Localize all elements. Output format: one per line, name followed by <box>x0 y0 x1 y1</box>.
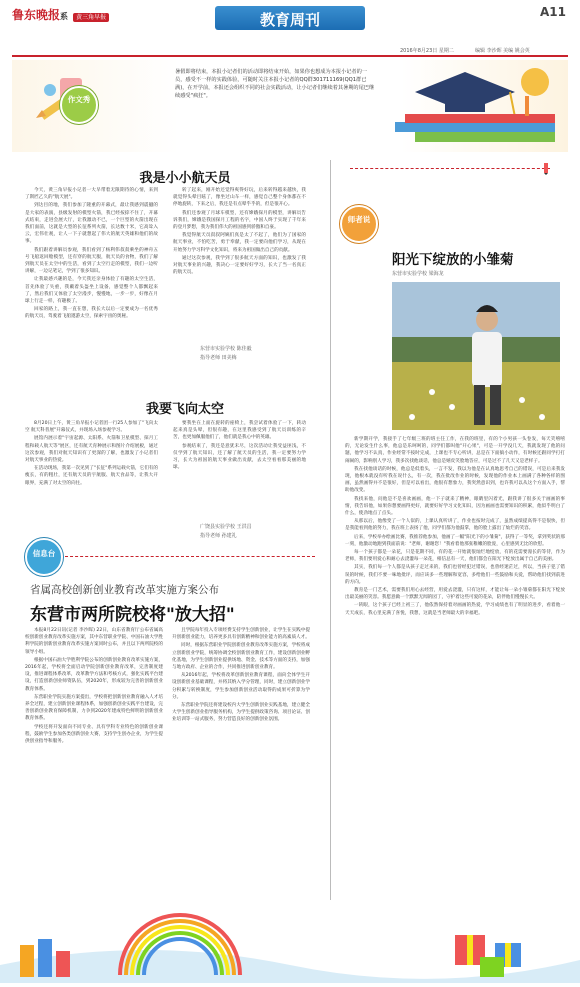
paragraph: 东营职业学院还将建设校内大学生创新创业实践基地，建立健全大学生创新创业指导服务机构，为学生提供政策咨询、项目论证、创业培训等一站式服务，努力营造良好的创新创业氛围。 <box>172 703 310 723</box>
logo-suffix: 系 <box>60 12 69 21</box>
header-rule <box>12 55 568 57</box>
pencil-icon <box>540 160 552 172</box>
paragraph: 学校还将开发面向不同专业、具有学科专业特色的创新创业课程，鼓励学生参加各类创新创业大赛，支持学生创办企业，为学生提供创业指导和服务。 <box>25 724 163 745</box>
article1-editor: 指导老师 田美梅 <box>200 355 237 361</box>
news-kicker: 省属高校创新创业教育改革实施方案公布 <box>30 584 219 596</box>
page-number: A11 <box>540 5 566 19</box>
paragraph: 转了起来，刚开始还觉得爽得好玩，后来转得越来越快，我就觉得头晕目眩了，像坐过山车一样，感觉自己整个身体都在不停地旋转，下来之后，我还是有点晕乎乎的，但是很开心。 <box>173 188 306 208</box>
teacher-byline: 东营市实验学校 梁海龙 <box>392 271 444 277</box>
teacher-body <box>345 436 565 891</box>
paragraph: 今天，黄三角早报小记者一大早带着无限期待的心情，来到了斯匠乙久的"航天展"。 <box>25 188 158 201</box>
paragraph: 我们跟着讲解员参观，我们看到了杨利伟叔叔乘坐的神舟五号飞船返回舱模型，还有穿的航天服，航天员的食物，我们了解到航天员在太空中的生活，看到了太空行走的模型，我们一边听讲解，一边记笔记，学到了很多知识。 <box>25 247 158 275</box>
paragraph: 展馆内展示着"宇宙起源、太阳系、火箭和卫星模型、探月工程和载人航天等"展区，还有航天育种展示和图片介绍展板，通过这次参观，我们对航天知识有了更深的了解，也激发了小记者们对航天事业的热爱。 <box>25 436 158 464</box>
education-illustration <box>385 62 565 152</box>
composition-label: 作文秀 <box>67 95 91 104</box>
teacher-top-rule <box>350 168 550 170</box>
teacher-title: 阳光下绽放的小雏菊 <box>392 252 514 268</box>
column-divider <box>330 160 331 900</box>
masthead-logo <box>12 4 109 23</box>
editor-line: 编辑 李沙晖 美编 姚会英 <box>475 48 530 54</box>
paragraph: 回家的路上，我一直在想，我长大以后一定要成为一名优秀的航天员，驾驶着飞船遨游太空，探索宇宙的奥秘。 <box>25 307 158 320</box>
article1-title: 我是小小航天员 <box>139 171 231 186</box>
article2-editor: 指导老师 孙建礼 <box>200 533 237 539</box>
paragraph: 参观结束了，我还是意犹未尽，这次活动让我受益匪浅，不仅学到了航天知识，还了解了航天员的生活，我一定要努力学习，长大为祖国的航天事业做出贡献，去太空看看那美丽的地球。 <box>173 443 306 471</box>
paragraph: 根据中国石油大学胜利学院公布的创新创业教育改革实施方案，2016年起，学校将全面启动学院创新创业教育改革，完善制度建设，推进课程体系改革，改革教学方法和考核方式，强化实践平台建设，打造创新创业师资队伍，到2020年，形成较为完善的创新创业教育体系。 <box>25 657 163 692</box>
paragraph: 到达目的地，我们参加了隆重的开幕式，最让我感到震撼的是大家的表演，县级发射的模型火箭，我已经按捺不住了，开幕式结束，走进会展大厅，让我激动不已，一个巨型的火箭出现在我们面前，这就是大型的长征系列火箭，长达数十米，它高耸入云，宏伟壮观，让人一下子就想起了伟大的航天英雄和他们的故事。 <box>25 203 158 245</box>
paragraph: 要我坐在上面在旋转的座椅上，我尝试着体验了一下，转动起来真是头晕，但很有趣，在这里我感受到了航天员训练的辛苦，也更加佩服他们了，他们就是我心中的英雄。 <box>173 421 306 441</box>
article2-col2 <box>173 420 306 520</box>
paragraph: 我找来他，问他是不是喜欢画画，他一下子就来了精神，眼睛里闪着光，跟我讲了很多关于画画的事情，我告诉他，如果你想要画得更好，就要好好学习文化知识，因为画画也需要知识的积累，他似乎明白了什么，使劲地点了点头。 <box>345 496 565 517</box>
teacher-photo <box>392 282 560 430</box>
paragraph: 东营职业学院实施方案提出，学校将把创新创业教育融入人才培养全过程，建立创新创业课程体系，加强创新创业实践平台建设，完善创新创业教育保障机制，力争到2020年建成特色鲜明的创新创业教育体系。 <box>25 694 163 722</box>
paragraph: 8月20日上午，黄三角早报小记者团一行25人参加了"飞向太空 航天科普展"开幕仪式，并现场入场参观学习。 <box>25 421 158 434</box>
paragraph: 我觉得航天员叔叔阿姨们真是太了不起了，他们为了国家的航天事业，不怕吃苦，勇于奉献，我一定要向他们学习，从现在开始努力学习科学文化知识，将来为祖国做出自己的贡献。 <box>173 233 306 253</box>
paragraph: 新学期开学，我接手了七年级三班的班主任工作，在我的班里，有的个小男孩一头卷发，每天笑嘻嘻的，无论发生什么事，他总是乐呵呵的，同学们都叫他"开心果"，可是一开学没几天，我就发现了他的问题，他学习不认真，作业经常不按时完成，上课也不专心听讲，总是在下面搞小动作，有时候还跟同学打打闹闹的，影响别人学习，我多次找他谈话，他总是嬉皮笑脸地答应，可是过不了几天又是老样子。 <box>345 437 565 464</box>
teacher-label: 师者说 <box>347 215 371 224</box>
paragraph: 每一个孩子都是一朵花，只是花期不同，有的花一开始就很灿烂地绽放，有的花需要漫长的等待，作为老师，我们要用爱心和耐心去浇灌每一朵花，相信总有一天，他们都会在阳光下绽放出属于自己的美丽。 <box>345 550 565 563</box>
info-label: 信息台 <box>32 549 56 558</box>
intro-text: 暑假即将结束，本报小记者们的活动即将结束开始，如果你也想成为本报小记者的一员，感受不一样的实践体验，可随时关注本报小记者的QQ群301711169(QQ1群已满)，在开学前，本报还会组织不同的社会实践活动，让小记者们继续着其暑期的尾巴继续感受"疯狂"。 <box>175 69 375 99</box>
paragraph: 我在找他谈话的时候，他总是低着头，一言不发，我以为他是在认真地思考自己的错误，可是后来我发现，他根本就没有听我在说什么，有一次，我在批改作业的时候，发现他的作业本上画满了各种各样的图画，虽然画得并不是很好，但是可以看出，他很有想象力，我突然意识到，也许我可以从这个方面入手，帮助他改变。 <box>345 466 565 494</box>
paragraph: 同时，根据东营职业学院创新创业教育改革实施方案，学校将成立创新创业学院，统筹协调全校创新创业教育工作，建设创新创业孵化基地，为学生创新创业提供场地、资金、技术等方面的支持，加强与地方政府、企业的合作，共同推进创新创业教育。 <box>172 643 310 671</box>
paragraph: 一转眼，这个孩子已经上初三了，他依然保持着对画画的热爱，学习成绩也有了明显的进步，看着他一天天成长，我心里充满了喜悦，我想，这就是当老师最大的幸福吧。 <box>345 603 565 616</box>
newspaper-logo: 鲁东晚报 <box>12 8 61 22</box>
article1-col2 <box>173 187 306 337</box>
paragraph: 从那以后，他像变了一个人似的，上课认真听讲了，作业也按时完成了，虽然成绩提高得不是很快，但是我能看到他的努力，我在班上表扬了他，同学们都为他鼓掌，他的脸上露出了灿烂的笑容。 <box>345 519 565 532</box>
news-col1 <box>25 627 163 887</box>
news-col2 <box>172 627 310 887</box>
info-divider <box>65 556 315 557</box>
article1-byline: 东营市实验学校 陈佳毅 <box>200 346 252 352</box>
date-line: 2016年8月23日 星期二 <box>400 48 454 54</box>
article2-title: 我要飞向太空 <box>145 402 224 417</box>
paragraph: 让我最感兴趣的是，今天我还亲身体验了有趣的太空生活，首先体验了失重，我戴着头盔坐上设备，感觉整个人都飘起来了，然后我们又体验了太空漫步，慢慢地，一步一步，好像在月球上行走一样，有趣极了。 <box>25 277 158 305</box>
edition-badge: 黄三角早报 <box>73 13 109 22</box>
paragraph: 在活动现场，我第一次见到了"长征"系列运载火箭，它们有的瘦长，有的粗壮，还有航天员的宇航服、航天食品等，让我大开眼界，充满了对太空的向往。 <box>25 466 158 486</box>
paragraph: 后来，学校举办绘画比赛，我推荐他参加，他画了一幅"阳光下的小雏菊"，获得了一等奖，拿到奖状的那一刻，他激动地跑到我面前说："老师，谢谢您！"我看着他那张稚嫩的脸庞，心里感到无比的欣慰。 <box>345 534 565 547</box>
article2-col1 <box>25 420 158 550</box>
article1-col1 <box>25 187 158 373</box>
article2-byline: 广饶县实验学校 王洪昌 <box>200 524 252 530</box>
composition-badge <box>60 86 98 124</box>
paragraph: 其实，我们每一个人都是从孩子走过来的，我们也曾经犯过错误，也曾经迷茫过，所以，当孩子犯了错误的时候，我们不要一味地批评，而应该多一些理解和宽容，多给他们一些鼓励和关爱，帮助他们找到前进的方向。 <box>345 565 565 585</box>
paragraph: 从2016年起，学校将改革创新创业教育课程，面向全体学生开设创新创业基础课程，并将其纳入学分管理，同时，建立创新创业学分积累与转换制度，学生参加创新创业活动取得的成果可折算为学分。 <box>172 673 310 700</box>
paragraph: 本报8月22日讯(记者 李沙晖) 22日，山东省教育厅公布省属高校创新创业教育改革实施方案，其中东营职业学院、中国石油大学胜利学院的创新创业教育改革实施方案同时公布，并且以下两所院校的领导小组。 <box>25 628 163 655</box>
footer-illustration <box>0 895 580 983</box>
paragraph: 教育是一门艺术，需要我们用心去经营，用爱去浇灌，只有这样，才能让每一朵小雏菊都在阳光下绽放出最美丽的笑容。我愿意做一个默默无闻的园丁，守护着这些可爱的花朵，陪伴他们慢慢长大。 <box>345 588 565 601</box>
paragraph: 且学院每年投入专项经费支持学生创新创业，让学生在实践中提升创新创业能力，培养更多具有创新精神和创业能力的高素质人才。 <box>172 628 310 641</box>
news-title: 东营市两所院校将"放大招" <box>30 605 235 625</box>
paragraph: 我们还参观了月球车模型，还有嫦娥探月的模型，讲解员告诉我们，嫦娥是我国探月工程的名字，中国人终于实现了千年来的登月梦想，我为我们伟大的祖国感到骄傲和自豪。 <box>173 210 306 231</box>
section-title: 教育周刊 <box>259 11 320 29</box>
paragraph: 通过这次参观，我学到了很多航天方面的知识，也激发了我对航天事业的兴趣，我决心一定要好好学习，长大了当一名真正的航天员。 <box>173 255 306 276</box>
